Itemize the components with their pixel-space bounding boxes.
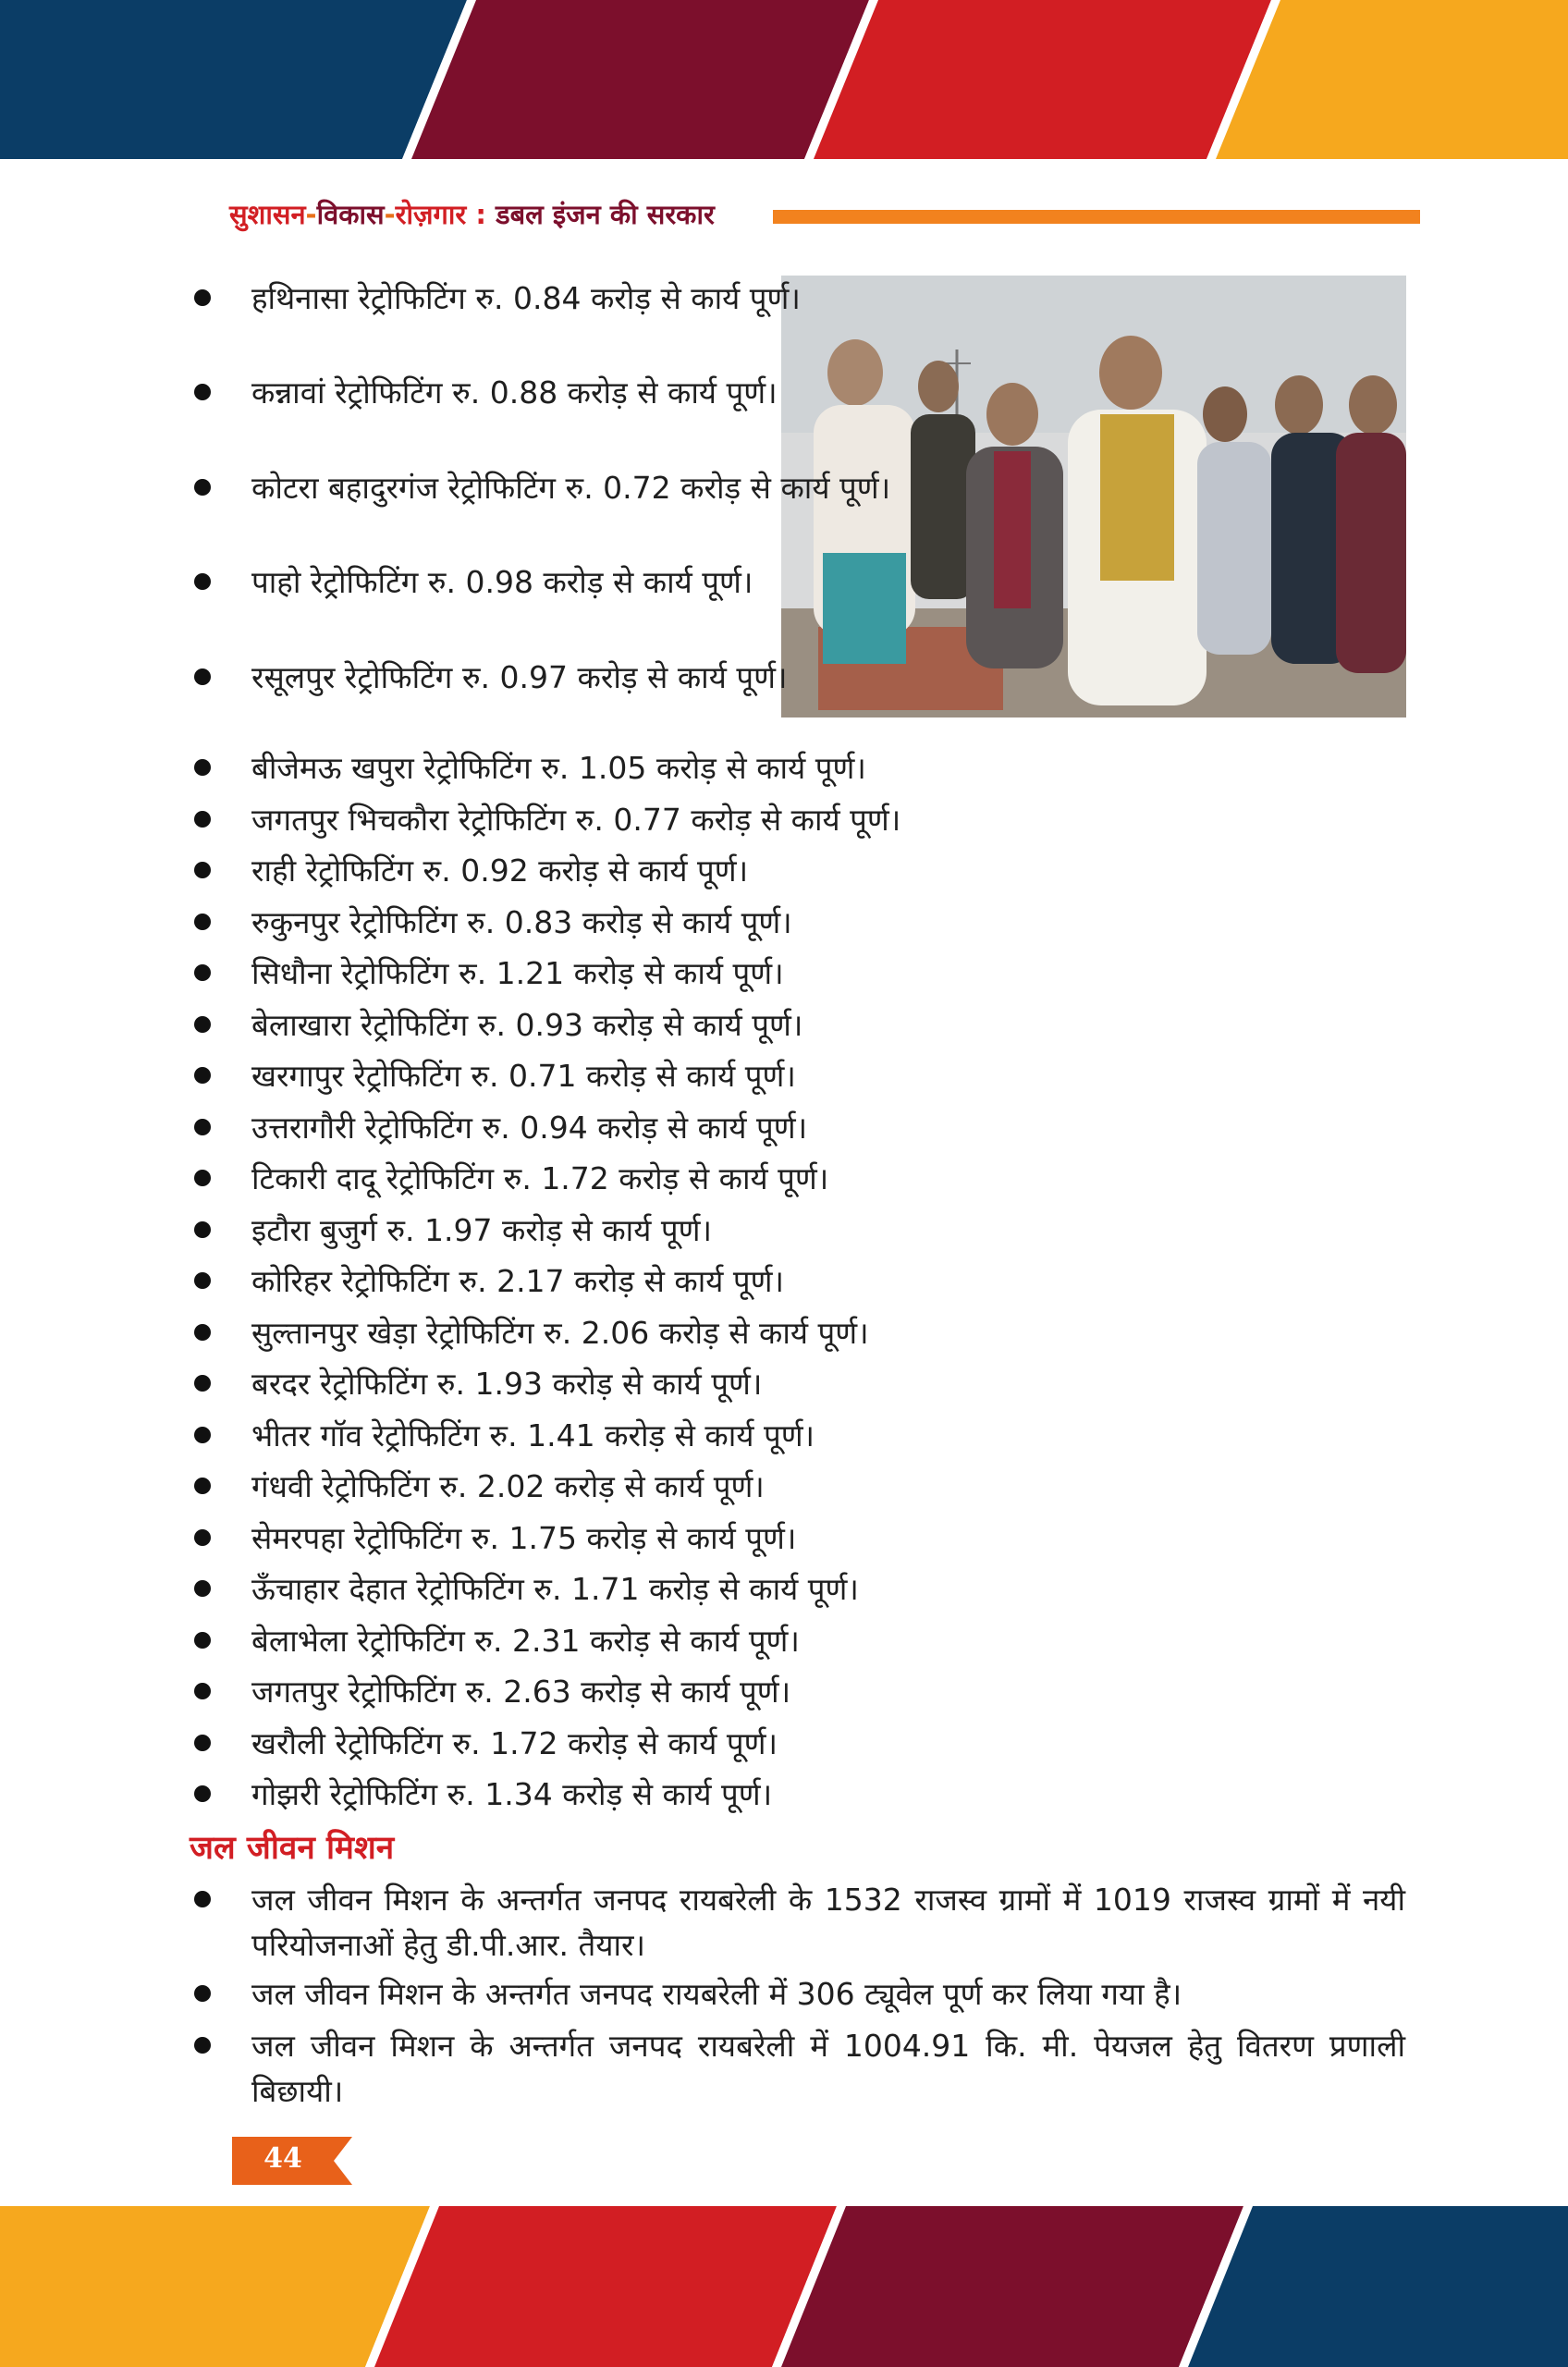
page-number-tab [232,2137,352,2185]
bullet-icon [194,1632,211,1649]
bottom-color-band [0,2206,1568,2367]
header-hyphen-2: - [384,199,396,230]
bullet-icon [194,1067,211,1084]
bullet-icon [194,1427,211,1443]
bullet-icon [194,668,211,685]
bullet-icon [194,384,211,400]
bullet-icon [194,1529,211,1546]
bullet-icon [194,1324,211,1341]
bullet-icon [194,1891,211,1907]
bullet-icon [194,759,211,776]
bullet-icon [194,1580,211,1597]
top-color-band [0,0,1568,159]
bullet-icon [194,1221,211,1238]
page-number: 44 [263,2142,302,2175]
section-heading-jal-jeevan: जल जीवन मिशन [190,1830,395,1867]
bullet-icon [194,1735,211,1751]
header-hyphen-1: - [305,199,317,230]
bullet-icon [194,811,211,828]
header-word-sushasan: सुशासन [229,199,306,230]
bullet-icon [194,1478,211,1494]
bullet-icon [194,1170,211,1186]
bullet-icon [194,573,211,590]
bullet-icon [194,964,211,981]
bullet-icon [194,914,211,930]
header-tagline: डबल इंजन की सरकार [496,199,715,230]
header-word-rozgar: रोज़गार : [395,199,496,230]
bullet-icon [194,289,211,306]
bullet-icon [194,2037,211,2054]
bullet-icon [194,1375,211,1392]
bullet-icon [194,1985,211,2002]
bullet-icon [194,479,211,496]
bullet-icon [194,862,211,878]
header-rule [773,210,1420,224]
header-title [229,196,715,232]
bullet-icon [194,1785,211,1802]
bullet-icon [194,1683,211,1699]
bullet-icon [194,1119,211,1135]
bullet-icon [194,1016,211,1033]
header-word-vikas: विकास [316,199,385,230]
bullet-icon [194,1272,211,1289]
